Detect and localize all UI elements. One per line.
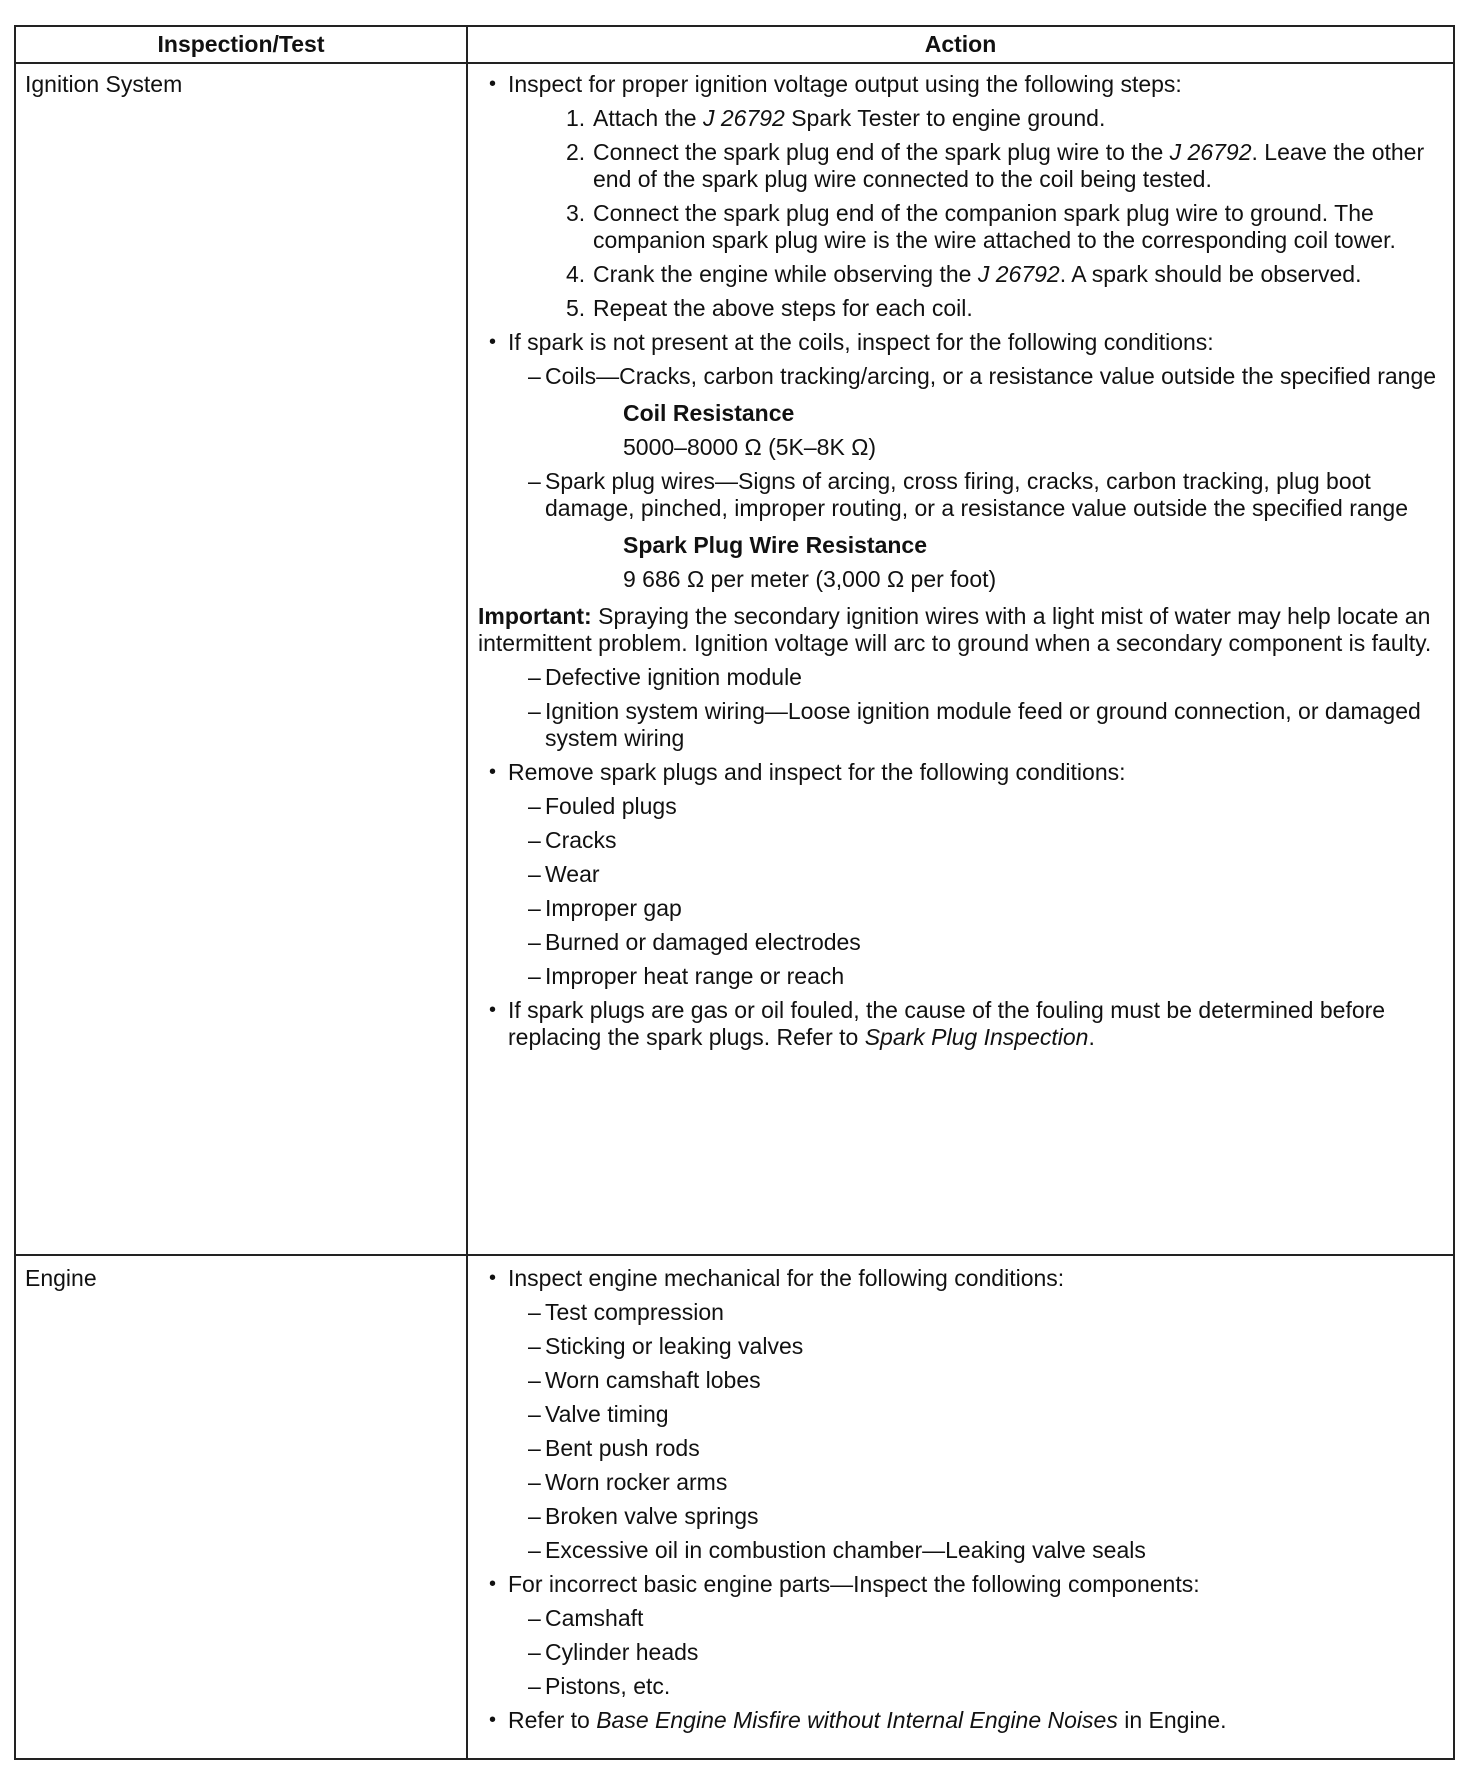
header-inspection-test: Inspection/Test [157,31,325,57]
dash-item: – Valve timing [528,1401,669,1427]
bullet-item: • Inspect engine mechanical for the following conditions: [489,1265,1065,1291]
coil-resistance-title: Coil Resistance [623,400,795,426]
dash-item: – Pistons, etc. [528,1673,671,1699]
bullet-item: • For incorrect basic engine parts—Inspect the following components: [489,1571,1200,1597]
bullet-item: • Remove spark plugs and inspect for the following conditions: [489,759,1126,785]
bullet-item: • If spark plugs are gas or oil fouled, the cause of the fouling must be determined before replacing the spark plugs. Refer to Spark Plug Inspection. [489,997,1386,1050]
header-action: Action [924,31,997,57]
bullet-item: • Inspect for proper ignition voltage output using the following steps: [489,71,1182,97]
diagnostic-table [14,25,1455,1760]
dash-item: – Improper heat range or reach [528,963,845,989]
spark-plug-inspection-ref: Spark Plug Inspection [864,1024,1089,1050]
step-item: 1. Attach the J 26792 Spark Tester to engine ground. [566,105,1106,131]
wire-resistance-title: Spark Plug Wire Resistance [623,532,928,558]
base-engine-misfire-ref: Base Engine Misfire without Internal Engine Noises [596,1707,1118,1733]
dash-item: – Worn camshaft lobes [528,1367,761,1393]
dash-item: – Broken valve springs [528,1503,759,1529]
inspection-ignition-system: Ignition System [25,71,183,97]
dash-item: – Wear [528,861,600,887]
wire-resistance-value: 9 686 Ω per meter (3,000 Ω per foot) [623,566,997,592]
dash-item: – Sticking or leaking valves [528,1333,804,1359]
dash-item: – Cracks [528,827,617,853]
dash-item: – Worn rocker arms [528,1469,728,1495]
dash-item: – Cylinder heads [528,1639,699,1665]
bullet-item: • Refer to Base Engine Misfire without Internal Engine Noises in Engine. [489,1707,1227,1733]
dash-item: – Excessive oil in combustion chamber—Leaking valve seals [528,1537,1146,1563]
dash-item: – Spark plug wires—Signs of arcing, cross firing, cracks, carbon tracking, plug boot damage, pinched, improper routing, or a resistance value outside the specified range [528,468,1409,521]
dash-item: – Ignition system wiring—Loose ignition module feed or ground connection, or damaged system wiring [528,698,1421,751]
coil-resistance-value: 5000–8000 Ω (5K–8K Ω) [623,434,877,460]
table-header-row [16,27,1453,64]
dash-item: – Burned or damaged electrodes [528,929,861,955]
important-note: Important: Spraying the secondary ignition wires with a light mist of water may help locate an intermittent problem. Ignition voltage will arc to ground when a secondary component is faulty. [478,603,1432,656]
action-ignition-system [468,64,1453,1051]
dash-item: – Bent push rods [528,1435,700,1461]
inspection-engine: Engine [25,1265,97,1291]
step-item: 5. Repeat the above steps for each coil. [566,295,973,321]
dash-item: – Test compression [528,1299,724,1325]
action-engine [468,1258,1453,1734]
dash-item: – Improper gap [528,895,682,921]
dash-item: – Fouled plugs [528,793,677,819]
dash-item: – Coils—Cracks, carbon tracking/arcing, or a resistance value outside the specified range [528,363,1437,389]
bullet-item: • If spark is not present at the coils, inspect for the following conditions: [489,329,1214,355]
step-item: 4. Crank the engine while observing the J 26792. A spark should be observed. [566,261,1362,287]
dash-item: – Defective ignition module [528,664,802,690]
step-item: 2. Connect the spark plug end of the spark plug wire to the J 26792. Leave the other end of the spark plug wire connected to the coil being tested. [566,139,1425,192]
row-divider [16,1254,1453,1256]
step-item: 3. Connect the spark plug end of the companion spark plug wire to ground. The companion spark plug wire is the wire attached to the corresponding coil tower. [566,200,1396,253]
dash-item: – Camshaft [528,1605,644,1631]
